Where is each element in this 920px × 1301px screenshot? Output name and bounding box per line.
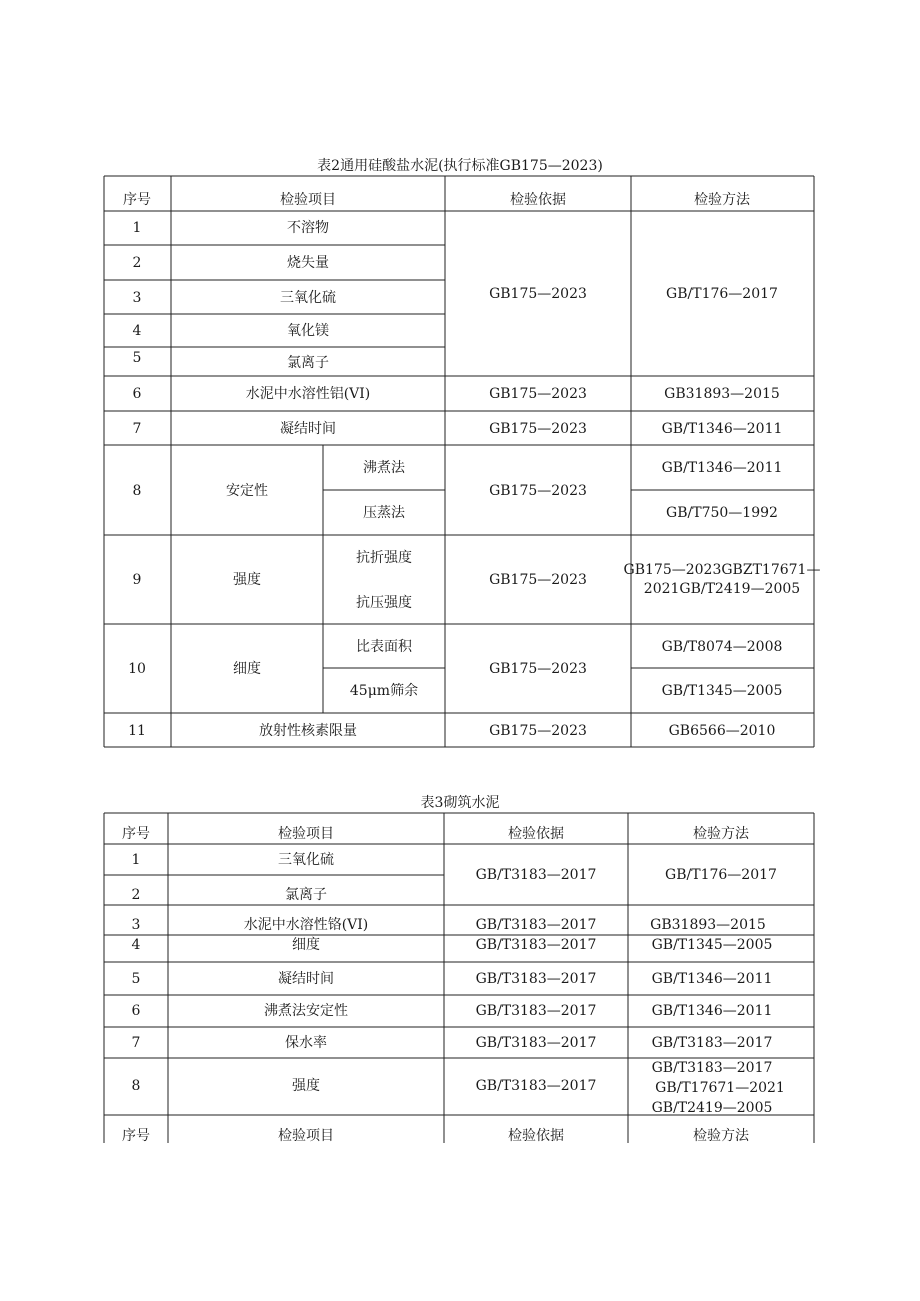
t3-item: 保水率: [285, 1035, 327, 1051]
t2-subitem: 45μm筛余: [349, 683, 419, 699]
t3-row-no: 7: [131, 1035, 141, 1051]
t3-item: 三氧化硫: [278, 852, 334, 868]
t3-item: 凝结时间: [278, 971, 334, 987]
t2-row-no: 8: [132, 483, 142, 499]
t3-basis: GB/T3183—2017: [475, 917, 597, 933]
t2-basis: GB175—2023: [489, 661, 587, 677]
t2-item: 烧失量: [287, 255, 329, 271]
t2-item: 放射性核素限量: [259, 723, 357, 739]
t3-item: 强度: [292, 1078, 320, 1094]
t2-basis: GB175—2023: [489, 286, 587, 302]
t2-basis: GB175—2023: [489, 723, 587, 739]
t2-method: GB/T8074—2008: [661, 639, 783, 655]
t3-row-no: 6: [131, 1003, 141, 1019]
t2-row-no: 9: [132, 572, 142, 588]
t2-method: GB/T750—1992: [666, 505, 778, 521]
t2-method: GB6566—2010: [668, 723, 776, 739]
t2-row-no: 10: [128, 661, 146, 677]
t2-item: 氯离子: [287, 355, 329, 371]
t3-header-method: 检验方法: [693, 826, 749, 842]
t2-basis: GB175—2023: [489, 421, 587, 437]
t3-row-no: 8: [131, 1078, 141, 1094]
t2-row-no: 1: [132, 220, 142, 236]
t3-method: GB/T3183—2017: [651, 1035, 773, 1051]
t3-basis: GB/T3183—2017: [475, 867, 597, 883]
t3-repeat-header-method: 检验方法: [693, 1128, 749, 1144]
t3-row-no: 4: [131, 937, 141, 953]
t3-item: 细度: [292, 937, 320, 953]
t2-item: 水泥中水溶性铝(VI): [245, 386, 371, 402]
t3-basis: GB/T3183—2017: [475, 1035, 597, 1051]
t3-repeat-header-no: 序号: [122, 1128, 150, 1144]
t2-header-basis: 检验依据: [510, 192, 566, 208]
t2-method: GB/T1346—2011: [661, 460, 783, 476]
table3-title: 表3砌筑水泥: [420, 795, 500, 811]
t2-method: GB/T1346—2011: [661, 421, 783, 437]
t3-basis: GB/T3183—2017: [475, 937, 597, 953]
t2-subitem: 抗折强度: [356, 550, 412, 566]
t2-header-no: 序号: [123, 192, 151, 208]
t2-header-method: 检验方法: [694, 192, 750, 208]
t2-method: GB/T1345—2005: [661, 683, 783, 699]
t2-basis: GB175—2023: [489, 572, 587, 588]
t2-row-no: 4: [132, 323, 142, 339]
t2-row-no: 2: [132, 255, 142, 271]
t2-subitem: 沸煮法: [363, 460, 405, 476]
t3-row-no: 1: [131, 852, 141, 868]
table2-title: 表2通用硅酸盐水泥(执行标准GB175—2023): [317, 158, 603, 174]
t2-subitem: 比表面积: [356, 639, 412, 655]
t2-row-no: 7: [132, 421, 142, 437]
t3-header-basis: 检验依据: [508, 826, 564, 842]
t3-repeat-header-basis: 检验依据: [508, 1128, 564, 1144]
t2-row-no: 5: [132, 350, 142, 366]
t3-basis: GB/T3183—2017: [475, 971, 597, 987]
t2-row-no: 11: [128, 723, 146, 739]
t3-row-no: 3: [131, 917, 141, 933]
t2-subitem: 抗压强度: [356, 595, 412, 611]
t2-row-no: 3: [132, 290, 142, 306]
t2-item: 强度: [233, 572, 261, 588]
t3-repeat-header-item: 检验项目: [278, 1128, 334, 1144]
t2-item: 凝结时间: [280, 421, 336, 437]
t2-method: 2021GB/T2419—2005: [643, 581, 801, 597]
t2-method: GB175—2023GBZT17671—: [623, 562, 821, 578]
t3-item: 氯离子: [285, 887, 327, 903]
t3-item: 沸煮法安定性: [264, 1003, 348, 1019]
t3-method: GB/T3183—2017: [651, 1060, 773, 1076]
t3-method: GB/T2419—2005: [651, 1100, 773, 1116]
t3-header-no: 序号: [122, 826, 150, 842]
t3-row-no: 2: [131, 887, 141, 903]
t2-item: 三氧化硫: [280, 290, 336, 306]
t3-method: GB/T176—2017: [665, 867, 777, 883]
t2-item: 细度: [233, 661, 261, 677]
t2-subitem: 压蒸法: [363, 505, 405, 521]
t2-basis: GB175—2023: [489, 483, 587, 499]
t3-basis: GB/T3183—2017: [475, 1003, 597, 1019]
t3-method: GB/T1346—2011: [651, 1003, 773, 1019]
t2-item: 氧化镁: [287, 323, 329, 339]
t3-basis: GB/T3183—2017: [475, 1078, 597, 1094]
t2-item: 安定性: [226, 483, 268, 499]
t3-method: GB31893—2015: [650, 917, 766, 933]
t2-method: GB31893—2015: [664, 386, 780, 402]
t3-method: GB/T1346—2011: [651, 971, 773, 987]
t3-row-no: 5: [131, 971, 141, 987]
t2-method: GB/T176—2017: [666, 286, 778, 302]
t3-method: GB/T1345—2005: [651, 937, 773, 953]
t3-item: 水泥中水溶性铬(VI): [243, 917, 369, 933]
t2-header-item: 检验项目: [280, 192, 336, 208]
t3-header-item: 检验项目: [278, 826, 334, 842]
t2-item: 不溶物: [287, 220, 329, 236]
t3-method: GB/T17671—2021: [655, 1080, 785, 1096]
t2-row-no: 6: [132, 386, 142, 402]
t2-basis: GB175—2023: [489, 386, 587, 402]
